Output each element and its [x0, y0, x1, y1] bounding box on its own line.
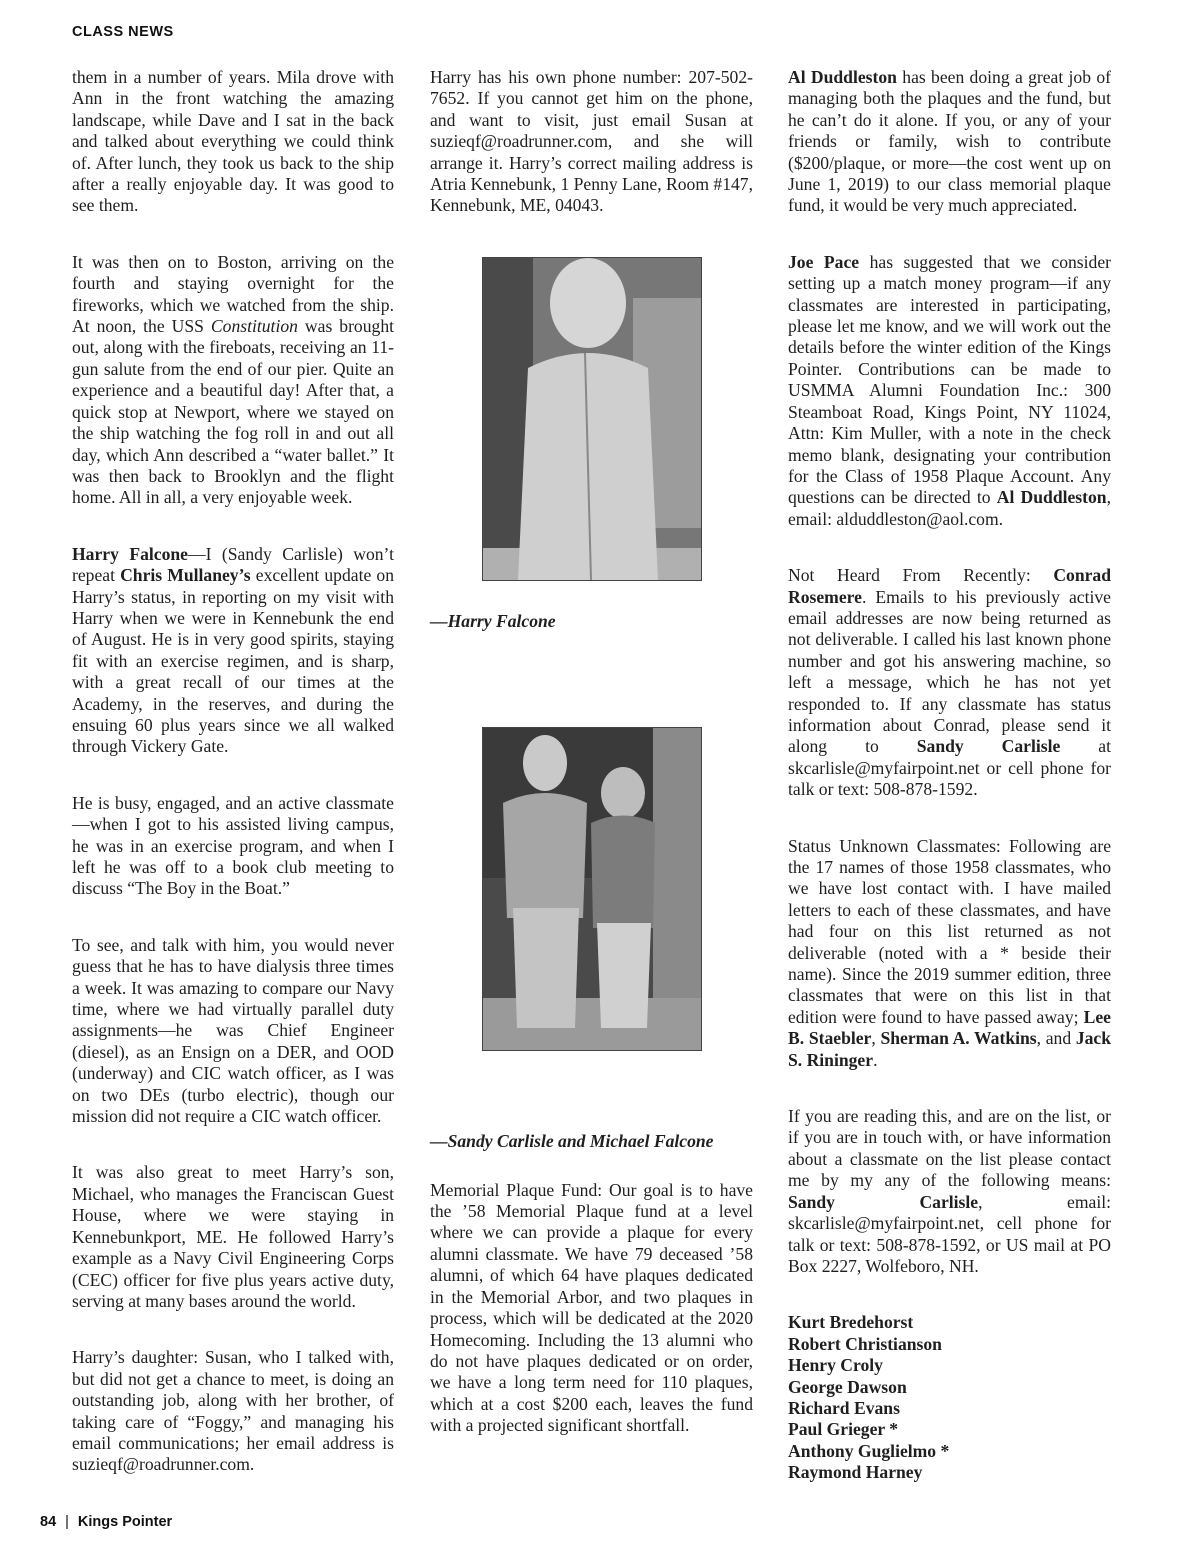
column-2 [430, 67, 753, 1472]
list-item: George Dawson [788, 1376, 907, 1397]
classmate-name: Sandy Carlisle [788, 1191, 979, 1212]
paragraph: Harry’s daughter: Susan, who I talked with, but did not get a chance to meet, is doing an outstanding job, along with her brother, of taking care of “Foggy,” and managing his email communications; her email address is suzieqf@roadrunner.com. [72, 1347, 394, 1475]
photo-sandy-and-michael [482, 727, 702, 1051]
classmate-name: Lee B. Staebler [788, 1006, 1111, 1049]
page-footer [40, 1514, 172, 1530]
classmate-name: Sherman A. Watkins [880, 1028, 1037, 1049]
paragraph [788, 836, 1111, 1071]
photo-caption: —Harry Falcone [430, 610, 556, 631]
list-item: Richard Evans [788, 1397, 900, 1418]
paragraph [72, 252, 394, 509]
text: Status Unknown Classmates: Following are the 17 names of those 1958 classmates, who we have lost contact with. I have mailed letters to each of these classmates, and have had four on this list returned as not deliverable (noted with a * beside their name). Since the 2019 summer edition, three classmates that were on this list in that edition were found to have passed away; [788, 835, 1111, 1027]
paragraph: Memorial Plaque Fund: Our goal is to have the ’58 Memorial Plaque fund at a level where we can provide a plaque for every alumni classmate. We have 79 deceased ’58 alumni, of which 64 have plaques dedicated in the Memorial Arbor, and two plaques in process, which will be dedicated at the 2020 Homecoming. Including the 13 alumni who do not have plaques dedicated or on order, we have a long term need for 110 plaques, which at a cost $200 each, leaves the fund with a projected significant shortfall. [430, 1179, 753, 1436]
paragraph: He is busy, engaged, and an active classmate—when I got to his assisted living campus, he was in an exercise program, and when I left he was off to a book club meeting to discuss “The Boy in the Boat.” [72, 792, 394, 899]
page-number: 84 [40, 1514, 57, 1530]
list-item: Henry Croly [788, 1355, 883, 1376]
photo-sandy-and-michael-image [483, 728, 701, 1050]
text: at skcarlisle@myfairpoint.net or cell phone for talk or text: 508-878-1592. [788, 736, 1111, 800]
text: . Emails to his previously active email addresses are now being returned as not deliverable. I called his last known phone number and got his answering machine, so left a message, which he has not yet responded to. If any classmate has status information about Conrad, please send it along to [788, 586, 1111, 757]
list-item: Robert Christianson [788, 1333, 942, 1354]
classmate-name: Conrad Rosemere [788, 565, 1111, 607]
paragraph [788, 252, 1111, 530]
classmate-name: Joe Pace [788, 251, 860, 272]
text: was brought out, along with the fireboats, receiving an 11-gun salute from the end of our pier. Quite an experience and a beautiful day! After that, a quick stop at Newport, where we stayed on the ship watching the fog roll in and out all day, which Ann described a “water ballet.” It was then back to Brooklyn and the flight home. All in all, a very enjoyable week. [72, 316, 395, 508]
paragraph: them in a number of years. Mila drove with Ann in the front watching the amazing landscape, while Dave and I sat in the back and talked about everything we could think of. After lunch, they took us back to the ship after a really enjoyable day. It was good to see them. [72, 67, 394, 216]
column-1 [72, 67, 394, 1511]
list-item: Paul Grieger * [788, 1419, 899, 1440]
photo-caption: —Sandy Carlisle and Michael Falcone [430, 1131, 714, 1152]
photo-harry-falcone [482, 257, 702, 581]
list-item: Kurt Bredehorst [788, 1312, 914, 1333]
paragraph: To see, and talk with him, you would never guess that he has to have dialysis three times a week. It was amazing to compare our Navy time, where we had virtually parallel duty assignments—he was Chief Engineer (diesel), as an Ensign on a DER, and OOD (underway) and CIC watch officer, as I was on two DEs (turbo electric), though our mission did not require a CIC watch officer. [72, 934, 394, 1127]
paragraph [788, 67, 1111, 217]
paragraph [72, 544, 394, 758]
column-3 [788, 67, 1111, 1484]
classmate-name: Harry Falcone [72, 543, 188, 564]
text: , [871, 1028, 881, 1049]
text: It was then on to Boston, arriving on the fourth and staying overnight for the fireworks, which we watched from the ship. At noon, the USS [72, 251, 394, 337]
text: If you are reading this, and are on the list, or if you are in touch with, or have information about a classmate on the list please contact me by my any of the following means: [788, 1106, 1111, 1191]
ship-name: Constitution [210, 316, 298, 337]
text: , email: skcarlisle@myfairpoint.net, cell phone for talk or text: 508-878-1592, or US mail at PO Box 2227, Wolfeboro, NH. [788, 1191, 1111, 1276]
paragraph [788, 565, 1111, 800]
text: has been doing a great job of managing both the plaques and the fund, but he can’t do it alone. If you, or any of your friends or family, wish to contribute ($200/plaque, or more—the cost went up on June 1, 2019) to our class memorial plaque fund, it would be very much appreciated. [788, 67, 1111, 216]
text: . [873, 1049, 878, 1070]
classmate-name: Jack S. Rininger [788, 1028, 1111, 1070]
text: Not Heard From Recently: [788, 565, 1054, 586]
footer-separator: | [65, 1514, 69, 1530]
text: —I (Sandy Carlisle) won’t repeat [72, 543, 394, 586]
list-item: Anthony Guglielmo * [788, 1440, 950, 1461]
classmate-name: Al Duddleston [996, 487, 1107, 508]
paragraph: Harry has his own phone number: 207-502-7652. If you cannot get him on the phone, and want to visit, just email Susan at suzieqf@roadrunner.com, and she will arrange it. Harry’s correct mailing address is Atria Kennebunk, 1 Penny Lane, Room #147, Kennebunk, ME, 04043. [430, 67, 753, 216]
classmate-name: Chris Mullaney’s [120, 565, 251, 586]
classmate-name: Sandy Carlisle [916, 736, 1061, 757]
list-item: Raymond Harney [788, 1462, 923, 1483]
text: , and [1036, 1028, 1076, 1049]
paragraph: It was also great to meet Harry’s son, Michael, who manages the Franciscan Guest House, where we were staying in Kennebunkport, ME. He followed Harry’s example as a Navy Civil Engineering Corps (CEC) officer for five plus years active duty, serving at many bases around the world. [72, 1162, 394, 1311]
classmate-name: Al Duddleston [788, 67, 897, 87]
photo-harry-falcone-image [483, 258, 701, 580]
text: excellent update on Harry’s status, in reporting on my visit with Harry when we were in Kennebunk the end of August. He is in very good spirits, staying fit with an exercise regimen, and is sharp, with a great recall of our times at the Academy, in the reserves, and during the ensuing 60 plus years since we all walked through Vickery Gate. [72, 565, 394, 757]
section-header: CLASS NEWS [72, 24, 174, 40]
publication-name: Kings Pointer [77, 1514, 173, 1530]
text: , email: alduddleston@aol.com. [788, 487, 1111, 529]
text: has suggested that we consider setting up a match money program—if any classmates are interested in participating, please let me know, and we will work out the details before the winter edition of the Kings Pointer. Contributions can be made to USMMA Alumni Foundation Inc.: 300 Steamboat Road, Kings Point, NY 11024, Attn: Kim Muller, with a note in the check memo blank, designating your contribution for the Class of 1958 Plaque Account. Any questions can be directed to [788, 251, 1111, 508]
paragraph [788, 1106, 1111, 1277]
status-unknown-list [788, 1312, 1111, 1483]
